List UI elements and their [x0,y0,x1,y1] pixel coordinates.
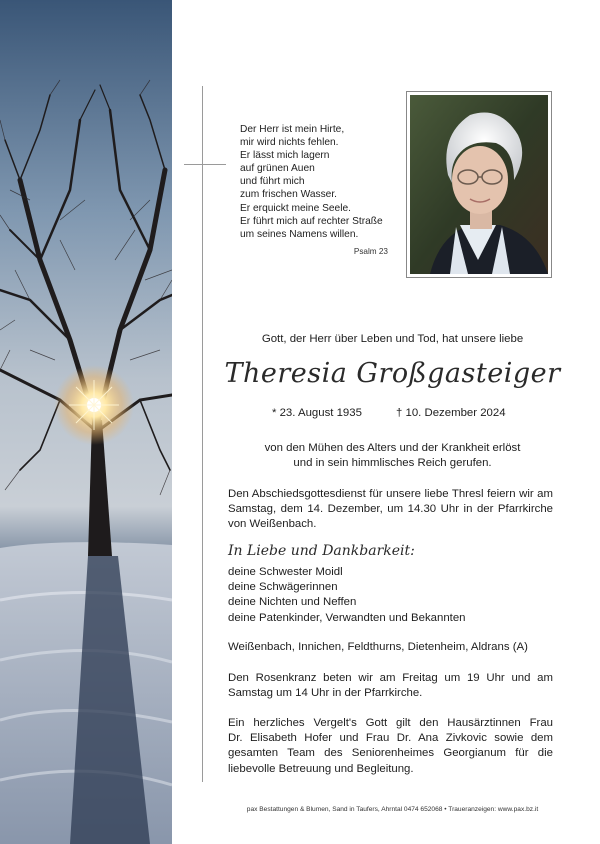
gratitude-line: liebevolle Betreuung und Begleitung. [228,762,414,775]
psalm-line: um seines Namens willen. [240,228,359,240]
thanks-heading: In Liebe und Dankbarkeit: [228,543,415,559]
rosary-line: Den Rosenkranz beten wir am Freitag um 19 Uhr und am [228,672,553,684]
psalm-line: mir wird nichts fehlen. [240,137,339,149]
family-item: deine Schwägerinnen [228,581,338,594]
rosary-line: Samstag um 14 Uhr in der Pfarrkirche. [228,687,423,700]
psalm-line: Er erquickt meine Seele. [240,202,351,214]
family-item: deine Nichten und Neffen [228,596,357,609]
birth-date: * 23. August 1935 [272,407,362,419]
service-announcement [228,487,553,533]
gratitude-line: Dr. Elisabeth Hofer und Frau Dr. Ana Zivkovic sowie dem [228,732,553,745]
psalm-reference: Psalm 23 [353,247,388,256]
deceased-name: Theresia Großgasteiger [224,358,561,389]
places-list: Weißenbach, Innichen, Feldthurns, Dietenheim, Aldrans (A) [228,641,528,653]
psalm-line: Der Herr ist mein Hirte, [240,124,345,135]
family-item: deine Patenkinder, Verwandten und Bekannten [228,611,466,624]
gratitude-line: Ein herzliches Vergelt's Gott gilt den Hausärztinnen Frau [228,717,553,729]
death-date: † 10. Dezember 2024 [396,407,506,419]
gratitude-text [228,716,553,777]
gratitude-line: gesamten Team des Seniorenheimes Georgianum für die [228,747,553,760]
footer-credits: pax Bestattungen & Blumen, Sand in Taufers, Ahrntal 0474 652068 • Traueranzeigen: www.pax.bz.it [246,806,539,813]
psalm-text [240,123,400,241]
cross-horizontal-line [184,164,226,165]
winter-tree-image [0,0,172,844]
relief-line: von den Mühen des Alters und der Krankheit erlöst [264,442,521,454]
psalm-line: Er führt mich auf rechter Straße [240,215,383,227]
family-list [228,565,466,626]
psalm-line: Er lässt mich lagern [240,150,330,162]
cross-vertical-line [202,86,203,782]
relief-text [205,441,580,471]
service-line: Den Abschiedsgottesdienst für unsere liebe Thresl feiern wir am [228,488,553,500]
family-item: deine Schwester Moidl [228,566,343,578]
relief-line: und in sein himmlisches Reich gerufen. [293,457,492,469]
rosary-announcement [228,671,553,701]
intro-text: Gott, der Herr über Leben und Tod, hat unsere liebe [261,333,524,345]
portrait-photo [406,91,552,278]
service-line: von Weißenbach. [228,518,317,531]
psalm-line: auf grünen Auen [240,163,315,175]
psalm-line: zum frischen Wasser. [240,189,337,201]
service-line: Samstag, dem 14. Dezember, um 14.30 Uhr in der Pfarrkirche [228,503,553,516]
psalm-line: und führt mich [240,176,305,188]
